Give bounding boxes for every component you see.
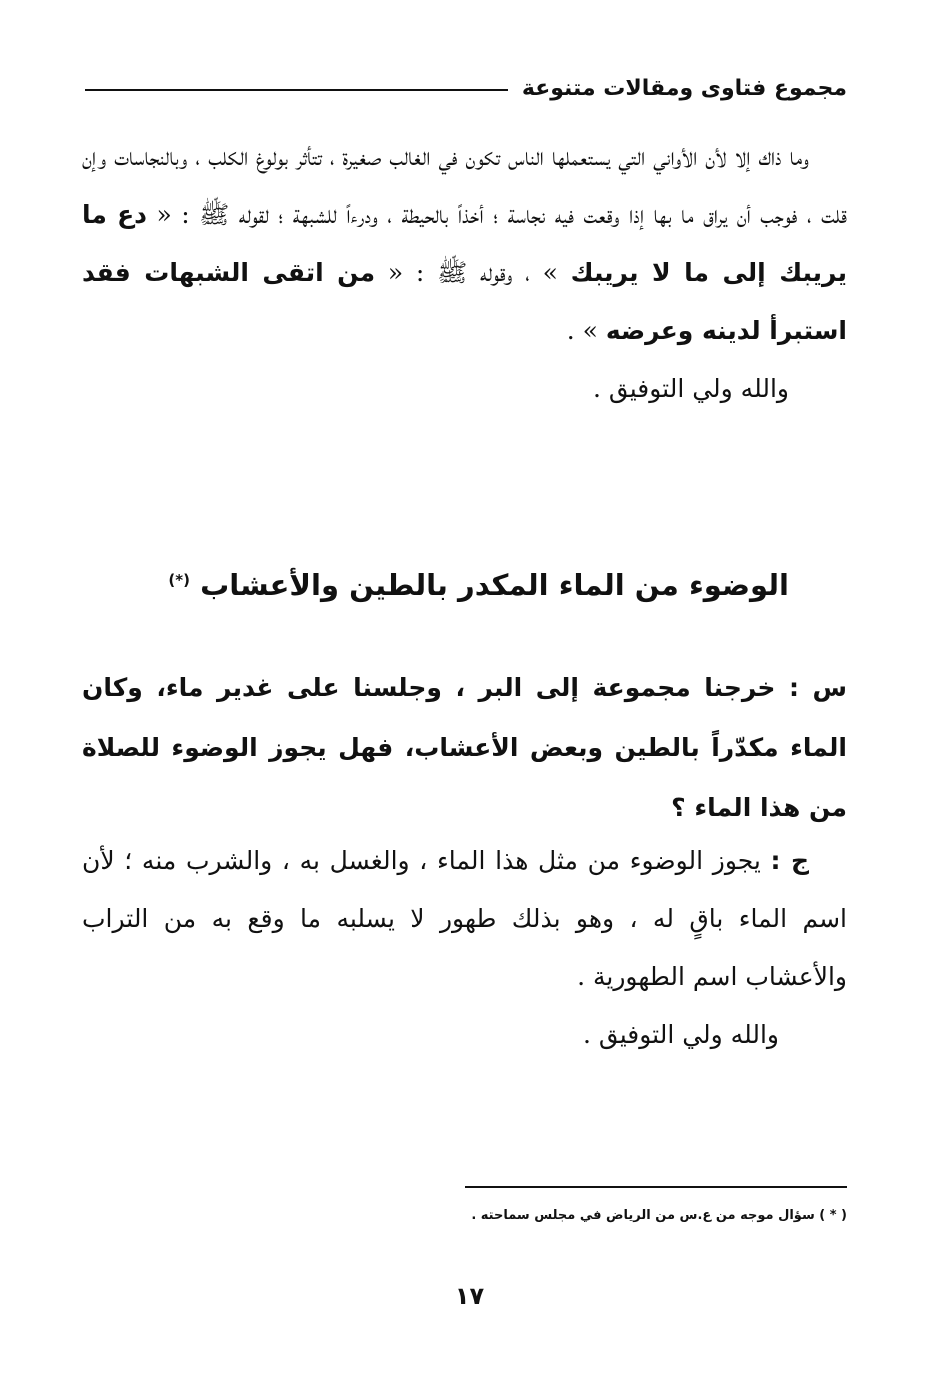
top-passage-text bbox=[82, 128, 847, 360]
section-title-text: الوضوء من الماء المكدر بالطين والأعشاب bbox=[200, 568, 789, 602]
question-body: خرجنا مجموعة إلى البر ، وجلسنا على غدير ماء، وكان الماء مكدّراً بالطين وبعض الأعشاب، فهل يجوز الوضوء للصلاة من هذا الماء ؟ bbox=[82, 673, 847, 822]
question-label: س : bbox=[788, 673, 847, 702]
passage-line-3: ما بها إذا وقعت فيه نجاسة ؛ أخذاً بالحيطة ، ودرءاً للشبهة ؛ bbox=[278, 200, 694, 229]
footnote: ( * ) سؤال موجه من ع.س من الرياض في مجلس سماحته . bbox=[471, 1208, 847, 1223]
answer-body: يجوز الوضوء من مثل هذا الماء ، والغسل به ، والشرب منه ؛ لأن اسم الماء باقٍ له ، وهو بذلك طهور لا يسلبه ما وقع به من التراب والأعشاب اسم الطهورية . bbox=[82, 846, 847, 991]
footnote-marker: (*) bbox=[168, 571, 190, 589]
footnote-rule bbox=[465, 1186, 847, 1188]
running-header bbox=[85, 68, 847, 108]
passage-line-1: وما ذاك إلا لأن الأواني التي يستعملها الناس تكون في الغالب bbox=[389, 142, 810, 171]
passage-line-5-open: « bbox=[375, 258, 404, 287]
section-title bbox=[140, 550, 789, 615]
hadith-quote-1: دع ما يريبك إلى ما لا يريبك bbox=[82, 200, 847, 287]
question-block bbox=[82, 658, 847, 838]
answer-block bbox=[82, 832, 847, 1064]
question-text bbox=[82, 658, 847, 838]
header-title: مجموع فتاوى ومقالات متنوعة bbox=[521, 75, 847, 101]
passage-line-5-close: » . bbox=[566, 316, 606, 345]
passage-line-4-end: » ، وقوله ﷺ : bbox=[415, 258, 571, 287]
page-number: ١٧ bbox=[454, 1282, 485, 1310]
hadith-quote-2: من اتقى الشبهات فقد استبرأ لدينه وعرضه bbox=[82, 258, 847, 345]
top-passage bbox=[82, 128, 847, 418]
top-closing: والله ولي التوفيق . bbox=[593, 374, 789, 403]
answer-label: ج : bbox=[770, 846, 809, 875]
header-rule bbox=[85, 89, 508, 91]
passage-line-2: صغيرة ، تتأثر بولوغ الكلب ، وبالنجاسات وإن قلت ، فوجب أن يراق bbox=[82, 142, 847, 229]
section-closing: والله ولي التوفيق . bbox=[583, 1020, 779, 1049]
answer-text bbox=[82, 832, 847, 1006]
passage-line-4-start: لقوله ﷺ : « bbox=[147, 200, 269, 229]
